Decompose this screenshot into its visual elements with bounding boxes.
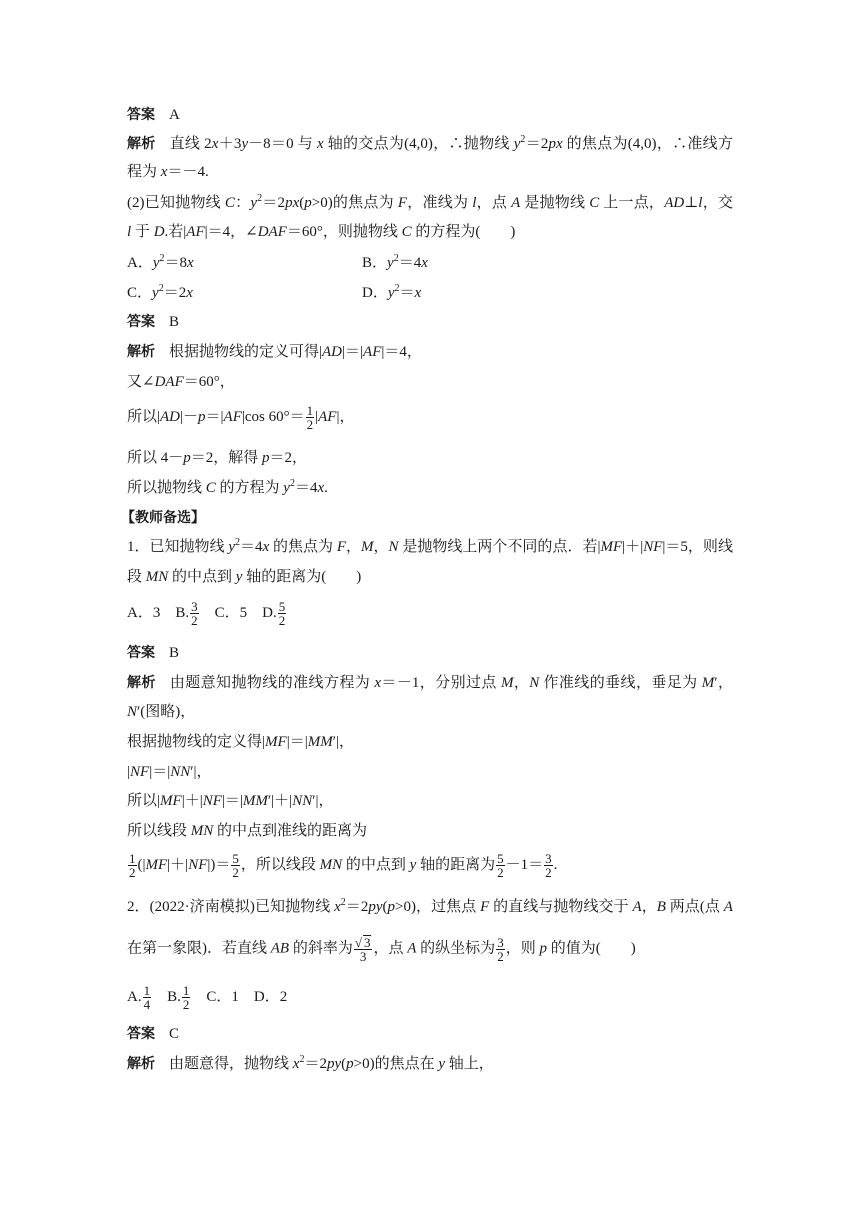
q2-answer: B <box>169 314 180 330</box>
q2-answer-line <box>127 312 179 332</box>
analysis-tag: 解析 <box>127 675 156 691</box>
t1-analysis-line2: N′(图略)， <box>127 704 196 720</box>
answer-tag: 答案 <box>127 1026 155 1042</box>
q2-analysis-line2: 又∠DAF＝60°， <box>127 374 235 390</box>
t2-stem-line2: 在第一象限)．若直线 AB 的斜率为 $\frac{√ 3}{3}$ ，点 A 的纵坐标为 $\frac{3}{2}$ ，则 p 的值为( ) <box>127 934 636 964</box>
answer-tag: 答案 <box>127 107 155 123</box>
t1-options: A．3 B. $\frac{3}{2}$ C．5 D. $\frac{5}{2}$ <box>127 599 286 628</box>
answer-tag: 答案 <box>127 314 155 330</box>
q2-option-c: C．$y^2=2x$ <box>127 283 193 301</box>
t2-answer: C <box>169 1026 180 1042</box>
t1-analysis-line3: 根据抛物线的定义得|MF|＝|MM′|， <box>127 734 354 750</box>
q2-analysis-line1: 解析 根据抛物线的定义可得|AD|＝|AF|＝4， <box>127 344 422 360</box>
t1-answer: B <box>169 645 180 661</box>
analysis-tag: 解析 <box>127 1056 155 1072</box>
answer-tag: 答案 <box>127 645 155 661</box>
t1-analysis-line5: 所以|MF|＋|NF|＝|MM′|＋|NN′|， <box>127 793 334 809</box>
q2-option-d: D．$y^2=x$ <box>362 283 422 301</box>
q0-analysis-line1: 解析 直线 2x＋3y－8＝0 与 x 轴的交点为(4,0)，∴抛物线 $y^2=2px$ 的焦点为(4,0)，∴准线方 <box>127 134 733 152</box>
analysis-tag: 解析 <box>127 136 156 152</box>
t2-analysis-line1: 解析 由题意得，抛物线 $x^2=2py(p>0)$的焦点在 y 轴上， <box>127 1054 494 1072</box>
t2-options: A. $\frac{1}{4}$ B. $\frac{1}{2}$ C．1 D．2 <box>127 983 288 1012</box>
t1-analysis-line6: 所以线段 MN 的中点到准线的距离为 <box>127 823 368 839</box>
q0-answer-line <box>127 105 180 125</box>
t1-analysis-line4: |NF|＝|NN′|， <box>127 764 212 780</box>
q2-stem-line1: (2)已知抛物线 C：$y^2=2px(p>0)$的焦点为 F，准线为 l，点 A 是抛物线 C 上一点，AD⊥l，交 <box>127 193 733 211</box>
fraction-one-half: $\frac{1}{2}$ <box>306 403 314 432</box>
analysis-tag: 解析 <box>127 344 155 360</box>
teacher-backup-heading: 【教师备选】 <box>121 510 205 526</box>
q2-analysis-line3: 所以|AD|－p＝|AF|cos 60°＝ $\frac{1}{2}$ |AF|， <box>127 403 355 432</box>
t1-analysis-line7: $\frac{1}{2}$ (|MF|＋|NF|)＝ $\frac{5}{2}$ ，所以线段 MN 的中点到 y 轴的距离为 $\frac{5}{2}$ －1＝ $\frac{3}{2}$ . <box>129 851 558 880</box>
q0-answer: A <box>169 107 180 123</box>
q2-option-b: B．$y^2=4x$ <box>362 253 428 271</box>
t2-stem-line1: 2．(2022·济南模拟)已知抛物线 $x^2=2py(p>0)$，过焦点 F 的直线与抛物线交于 A，B 两点(点 A <box>127 897 733 915</box>
t1-answer-line <box>127 643 179 663</box>
q2-option-a: A．$y^2=8x$ <box>127 253 194 271</box>
q2-analysis-line4: 所以 4－p＝2，解得 p＝2， <box>127 450 308 466</box>
q2-stem-line2: l 于 D.若|AF|＝4，∠DAF＝60°，则抛物线 C 的方程为( ) <box>127 224 516 240</box>
t1-stem-line2: 段 MN 的中点到 y 轴的距离为( ) <box>127 569 362 585</box>
t1-stem-line1: 1．已知抛物线 $y^2=4x$ 的焦点为 F，M，N 是抛物线上两个不同的点．若|MF|＋|NF|＝5，则线 <box>127 537 733 555</box>
q0-analysis-line2: 程为 x＝－4. <box>127 164 209 180</box>
t1-analysis-line1: 解析 由题意知抛物线的准线方程为 x＝－1，分别过点 M，N 作准线的垂线，垂足为 M′， <box>127 675 733 691</box>
q2-analysis-line5: 所以抛物线 C 的方程为 $y^2=4x$. <box>127 478 328 496</box>
t2-answer-line <box>127 1024 179 1044</box>
